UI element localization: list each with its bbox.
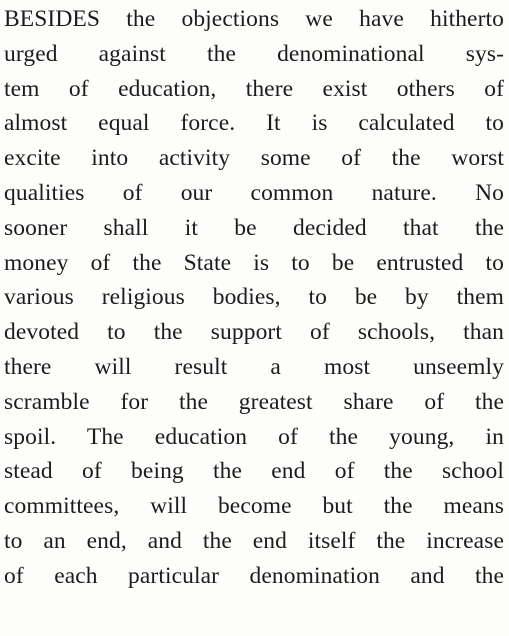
article-line: sooner shall it be decided that the bbox=[4, 214, 504, 241]
article-line: almost equal force. It is calculated to bbox=[4, 110, 504, 137]
article-line: spoil. The education of the young, in bbox=[4, 423, 504, 450]
article-line: devoted to the support of schools, than bbox=[4, 319, 504, 346]
article-line: excite into activity some of the worst bbox=[4, 145, 504, 172]
article-line: various religious bodies, to be by them bbox=[4, 284, 504, 311]
article-line: tem of education, there exist others of bbox=[4, 75, 504, 102]
article-line: to an end, and the end itself the increase bbox=[4, 527, 504, 554]
article-line: there will result a most unseemly bbox=[4, 353, 504, 380]
article-line: BESIDES the objections we have hitherto bbox=[4, 6, 504, 32]
article-line: urged against the denominational sys- bbox=[4, 40, 504, 67]
article-line: stead of being the end of the school bbox=[4, 458, 504, 485]
article-line: money of the State is to be entrusted to bbox=[4, 249, 504, 276]
article-column bbox=[4, 2, 504, 594]
article-line: qualities of our common nature. No bbox=[4, 179, 504, 206]
article-line: scramble for the greatest share of the bbox=[4, 388, 504, 415]
article-line: of each particular denomination and the bbox=[4, 562, 504, 589]
article-line: committees, will become but the means bbox=[4, 493, 504, 520]
